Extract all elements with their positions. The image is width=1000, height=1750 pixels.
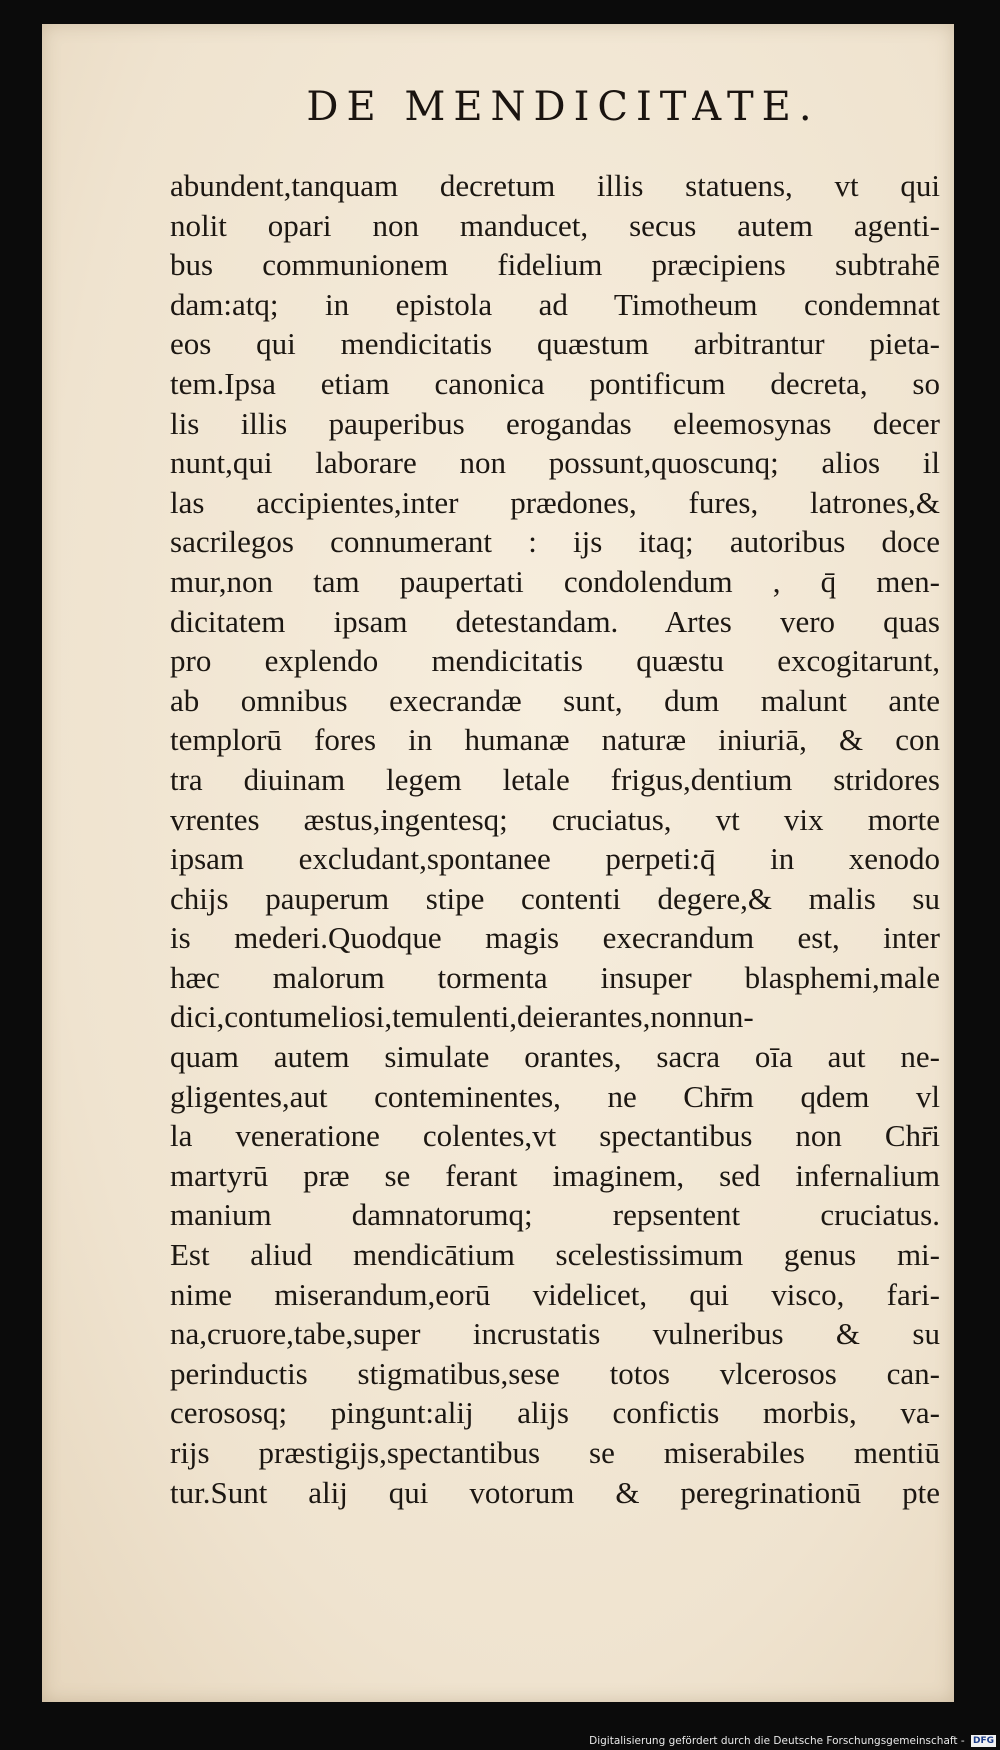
text-line: hæc malorum tormenta insuper blasphemi,male — [170, 959, 940, 995]
text-line: abundent,tanquam decretum illis statuens, vt qui — [170, 168, 940, 203]
text-line: las accipientes,inter prædones, fures, latrones,& — [170, 484, 940, 520]
text-line: nolit opari non manducet, secus autem agenti- — [170, 207, 940, 243]
text-line: perinductis stigmatibus,sese totos vlcerosos can- — [170, 1355, 940, 1391]
text-line: tra diuinam legem letale frigus,dentium stridores — [170, 761, 940, 797]
text-line: ipsam excludant,spontanee perpeti:q̄ in xenodo — [170, 841, 940, 877]
text-line: chijs pauperum stipe contenti degere,& malis su — [170, 880, 940, 916]
text-line: sacrilegos connumerant : ijs itaq; autoribus doce — [170, 524, 940, 560]
text-line: tem.Ipsa etiam canonica pontificum decreta, so — [170, 365, 940, 401]
book-page — [42, 24, 954, 1702]
text-line: na,cruore,tabe,super incrustatis vulneribus & su — [170, 1316, 940, 1352]
text-line: nunt,qui laborare non possunt,quoscunq; alios il — [170, 445, 940, 481]
text-line: pro explendo mendicitatis quæstu excogitarunt, — [170, 643, 940, 679]
text-line: gligentes,aut conteminentes, ne Chr̄m qdem vl — [170, 1078, 940, 1114]
dfg-logo: DFG — [972, 1736, 994, 1746]
text-line: manium damnatorumq; repsentent cruciatus. — [170, 1197, 940, 1233]
text-line: rijs præstigijs,spectantibus se miserabiles mentiū — [170, 1435, 940, 1470]
text-line: dici,contumeliosi,temulenti,deierantes,nonnun- — [170, 999, 754, 1035]
text-line: tur.Sunt alij qui votorum & peregrinationū pte — [170, 1474, 940, 1510]
text-line: vrentes æstus,ingentesq; cruciatus, vt vix morte — [170, 801, 940, 837]
text-line: bus communionem fidelium præcipiens subtrahē — [170, 247, 940, 283]
text-line: templorū fores in humanæ naturæ iniuriā, & con — [170, 722, 940, 758]
text-line: mur,non tam paupertati condolendum , q̄ men- — [170, 563, 940, 599]
text-line: ab omnibus execrandæ sunt, dum malunt ante — [170, 682, 940, 718]
text-line: is mederi.Quodque magis execrandum est, inter — [170, 920, 940, 956]
text-block — [170, 166, 940, 1512]
digitization-credit — [589, 1735, 996, 1747]
text-line: dam:atq; in epistola ad Timotheum condemnat — [170, 286, 940, 322]
text-line: la veneratione colentes,vt spectantibus non Chr̄i — [170, 1118, 940, 1154]
text-line: dicitatem ipsam detestandam. Artes vero quas — [170, 603, 940, 639]
text-line: martyrū præ se ferant imaginem, sed infernalium — [170, 1157, 940, 1193]
text-line: Est aliud mendicātium scelestissimum genus mi- — [170, 1237, 940, 1273]
credit-text: Digitalisierung gefördert durch die Deutsche Forschungsgemeinschaft - — [589, 1735, 965, 1747]
text-line: eos qui mendicitatis quæstum arbitrantur pieta- — [170, 326, 940, 362]
text-line: cerososq; pingunt:alij alijs confictis morbis, va- — [170, 1395, 940, 1431]
text-line: lis illis pauperibus erogandas eleemosynas decer — [170, 405, 940, 441]
text-line: quam autem simulate orantes, sacra oīa aut ne- — [170, 1039, 940, 1075]
text-line: nime miserandum,eorū videlicet, qui visco, fari- — [170, 1276, 940, 1312]
running-head: DE MENDICITATE. — [306, 84, 820, 130]
